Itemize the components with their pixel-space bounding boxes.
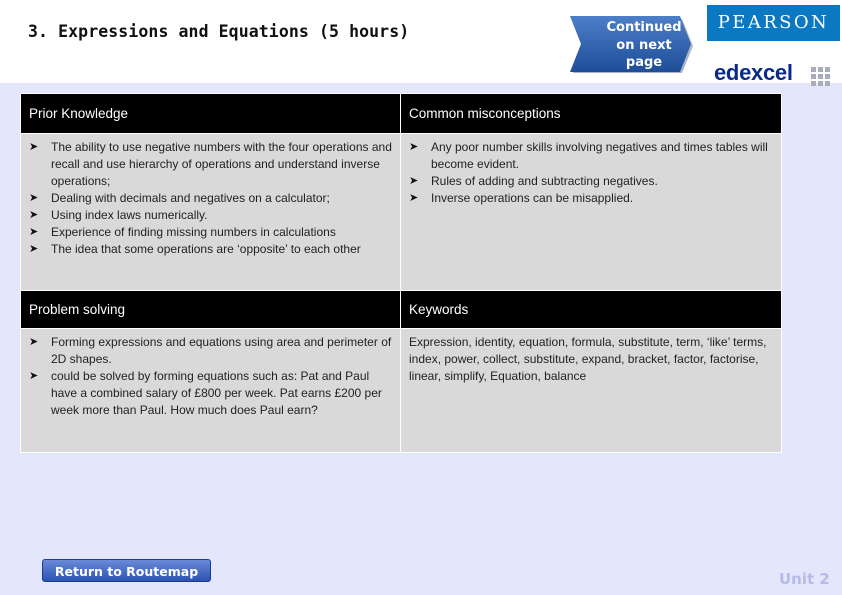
misconceptions-cell <box>401 134 782 291</box>
prior-knowledge-cell <box>21 134 401 291</box>
list-item: ➤ The ability to use negative numbers with the four operations and recall and use hierarchy of operations and understand inverse operations; <box>29 140 392 188</box>
arrowhead-bullet-icon: ➤ <box>409 141 419 153</box>
arrowhead-bullet-icon: ➤ <box>409 192 419 204</box>
misconceptions-list <box>409 139 773 207</box>
arrowhead-bullet-icon: ➤ <box>29 370 39 382</box>
edexcel-wordmark: edexcel <box>714 60 793 85</box>
return-to-routemap-button[interactable]: Return to Routemap <box>42 559 211 582</box>
arrowhead-bullet-icon: ➤ <box>29 226 39 238</box>
page-title: 3. Expressions and Equations (5 hours) <box>28 22 410 41</box>
list-item: ➤ Using index laws numerically. <box>29 208 208 222</box>
prior-knowledge-list <box>29 139 392 258</box>
list-item: ➤ Inverse operations can be misapplied. <box>409 191 634 205</box>
continued-line-3: page <box>625 55 663 70</box>
list-item: ➤ Forming expressions and equations using area and perimeter of 2D shapes. <box>29 335 392 366</box>
pearson-logo: PEARSON <box>707 5 840 41</box>
continued-label <box>598 19 690 72</box>
list-item: ➤ Dealing with decimals and negatives on a calculator; <box>29 191 330 205</box>
list-item: ➤ Experience of finding missing numbers in calculations <box>29 225 336 239</box>
keywords-cell <box>401 329 782 453</box>
arrowhead-bullet-icon: ➤ <box>29 192 39 204</box>
arrowhead-bullet-icon: ➤ <box>409 175 419 187</box>
problem-solving-heading: Problem solving <box>21 291 401 329</box>
unit-label: Unit 2 <box>779 570 830 588</box>
edexcel-logo <box>708 60 838 88</box>
arrowhead-bullet-icon: ➤ <box>29 336 39 348</box>
continued-line-1: Continued <box>606 20 682 35</box>
misconceptions-heading: Common misconceptions <box>401 94 782 134</box>
list-item: ➤ Any poor number skills involving negatives and times tables will become evident. <box>409 140 768 171</box>
arrowhead-bullet-icon: ➤ <box>29 243 39 255</box>
list-item: ➤ could be solved by forming equations such as: Pat and Paul have a combined salary of £800 per week. Pat earns £200 per week more than Paul. How much does Paul earn? <box>29 369 382 417</box>
problem-solving-list <box>29 334 392 419</box>
dot-grid-icon <box>811 67 831 85</box>
list-item: ➤ Rules of adding and subtracting negatives. <box>409 174 658 188</box>
arrowhead-bullet-icon: ➤ <box>29 209 39 221</box>
keywords-text: Expression, identity, equation, formula, substitute, term, ‘like’ terms, index, power, collect, substitute, expand, bracket, factor, factorise, linear, simplify, Equation, balance <box>409 335 767 383</box>
continued-line-2: on next <box>616 37 672 53</box>
problem-solving-cell <box>21 329 401 453</box>
arrowhead-bullet-icon: ➤ <box>29 141 39 153</box>
continued-on-next-page-button[interactable] <box>570 16 694 76</box>
list-item: ➤ The idea that some operations are ‘opposite’ to each other <box>29 242 361 256</box>
prior-knowledge-heading: Prior Knowledge <box>21 94 401 134</box>
info-table <box>20 93 782 453</box>
keywords-heading: Keywords <box>401 291 782 329</box>
